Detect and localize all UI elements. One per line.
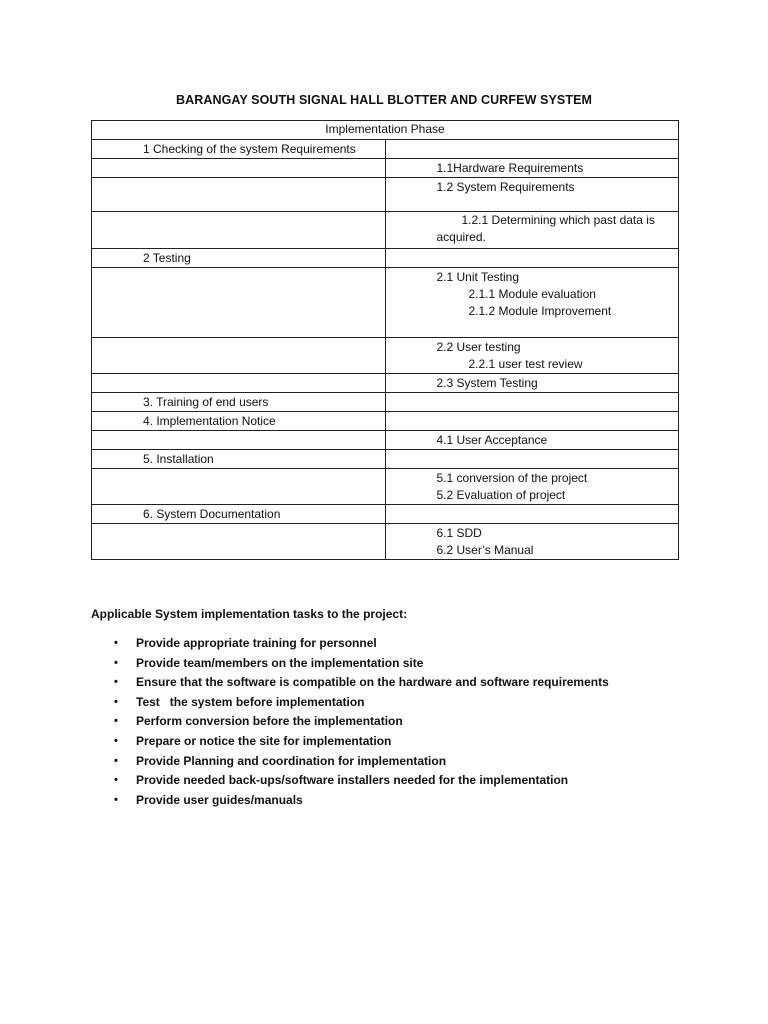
task-text: Provide needed back-ups/software installers needed for the implementation [136,773,569,788]
phase-cell [92,268,386,338]
phase-label: 2 Testing [143,251,191,265]
table-row [92,412,679,431]
task-cell [385,431,679,450]
phase-cell [92,412,386,431]
task-cell [385,178,679,212]
phase-label: 4. Implementation Notice [143,414,276,428]
list-item [91,712,691,732]
table-row [92,178,679,212]
task-label: 1.2 System Requirements [436,180,575,194]
bullet-icon: • [114,754,118,767]
bullet-icon: • [114,774,118,787]
task-text: Test the system before implementation [136,694,365,709]
task-label: 1.2.1 Determining which past data is [461,213,655,227]
table-row [92,505,679,524]
table-row [92,431,679,450]
phase-label: 3. Training of end users [143,395,269,409]
task-label: 2.1.2 Module Improvement [468,304,612,318]
tasks-list [91,634,691,810]
list-item [91,791,691,811]
task-cell [385,338,679,374]
bullet-icon: • [114,793,118,806]
task-cell [385,524,679,560]
task-text: Ensure that the software is compatible on the hardware and software requirements [136,675,609,690]
phase-cell [92,178,386,212]
task-label: 2.1 Unit Testing [436,270,519,284]
table-row [92,159,679,178]
bullet-icon: • [114,637,118,649]
table-row [92,140,679,159]
list-item [91,752,691,772]
table-row [92,393,679,412]
task-cell [385,469,679,505]
phase-cell [92,338,386,374]
bullet-icon: • [114,656,118,669]
task-cell [385,412,679,431]
phase-cell [92,524,386,560]
phase-label: 1 Checking of the system Requirements [143,142,356,156]
list-item [91,732,691,752]
list-item [91,654,691,674]
task-text: Prepare or notice the site for implementation [136,733,392,748]
task-label: 4.1 User Acceptance [436,433,548,447]
task-cell [385,249,679,268]
task-cell [385,159,679,178]
table-row [92,450,679,469]
document-title: BARANGAY SOUTH SIGNAL HALL BLOTTER AND CURFEW SYSTEM [175,93,593,107]
task-cell [385,212,679,249]
implementation-table [91,120,679,560]
task-label: 2.2.1 user test review [468,357,583,371]
task-label: 5.2 Evaluation of project [436,488,566,502]
phase-cell [92,393,386,412]
phase-cell [92,374,386,393]
phase-cell [92,212,386,249]
table-header: Implementation Phase [92,121,679,140]
phase-label: 5. Installation [143,452,214,466]
bullet-icon: • [114,695,118,708]
list-item [91,634,691,654]
task-label: 6.1 SDD [436,526,482,540]
task-text: Provide Planning and coordination for implementation [136,753,447,768]
phase-cell [92,469,386,505]
phase-label: 6. System Documentation [143,507,281,521]
task-text: Provide appropriate training for personnel [136,636,377,650]
table-row [92,469,679,505]
task-text: Perform conversion before the implementation [136,714,403,729]
list-item [91,693,691,713]
task-cell [385,140,679,159]
task-label: 6.2 User’s Manual [436,543,534,557]
task-label: 1.1Hardware Requirements [436,161,584,175]
table-row [92,212,679,249]
phase-cell [92,450,386,469]
task-cell [385,393,679,412]
bullet-icon: • [114,734,118,747]
phase-cell [92,249,386,268]
table-row [92,338,679,374]
task-label: 2.2 User testing [436,340,521,354]
table-header-row [92,121,679,140]
bullet-icon: • [114,715,118,728]
task-text: Provide team/members on the implementation site [136,655,424,670]
task-label: 5.1 conversion of the project [436,471,588,485]
table-row [92,374,679,393]
task-text: Provide user guides/manuals [136,792,303,807]
task-label: 2.1.1 Module evaluation [468,287,596,301]
table-row [92,524,679,560]
table-row [92,268,679,338]
phase-cell [92,159,386,178]
table-row [92,249,679,268]
task-cell [385,374,679,393]
phase-cell [92,431,386,450]
tasks-heading: Applicable System implementation tasks to the project: [91,607,408,621]
list-item [91,771,691,791]
bullet-icon: • [114,676,118,689]
task-cell [385,268,679,338]
phase-cell [92,140,386,159]
phase-cell [92,505,386,524]
task-label: 2.3 System Testing [436,376,538,390]
list-item [91,673,691,693]
task-label: acquired. [436,230,486,244]
task-cell [385,505,679,524]
task-cell [385,450,679,469]
